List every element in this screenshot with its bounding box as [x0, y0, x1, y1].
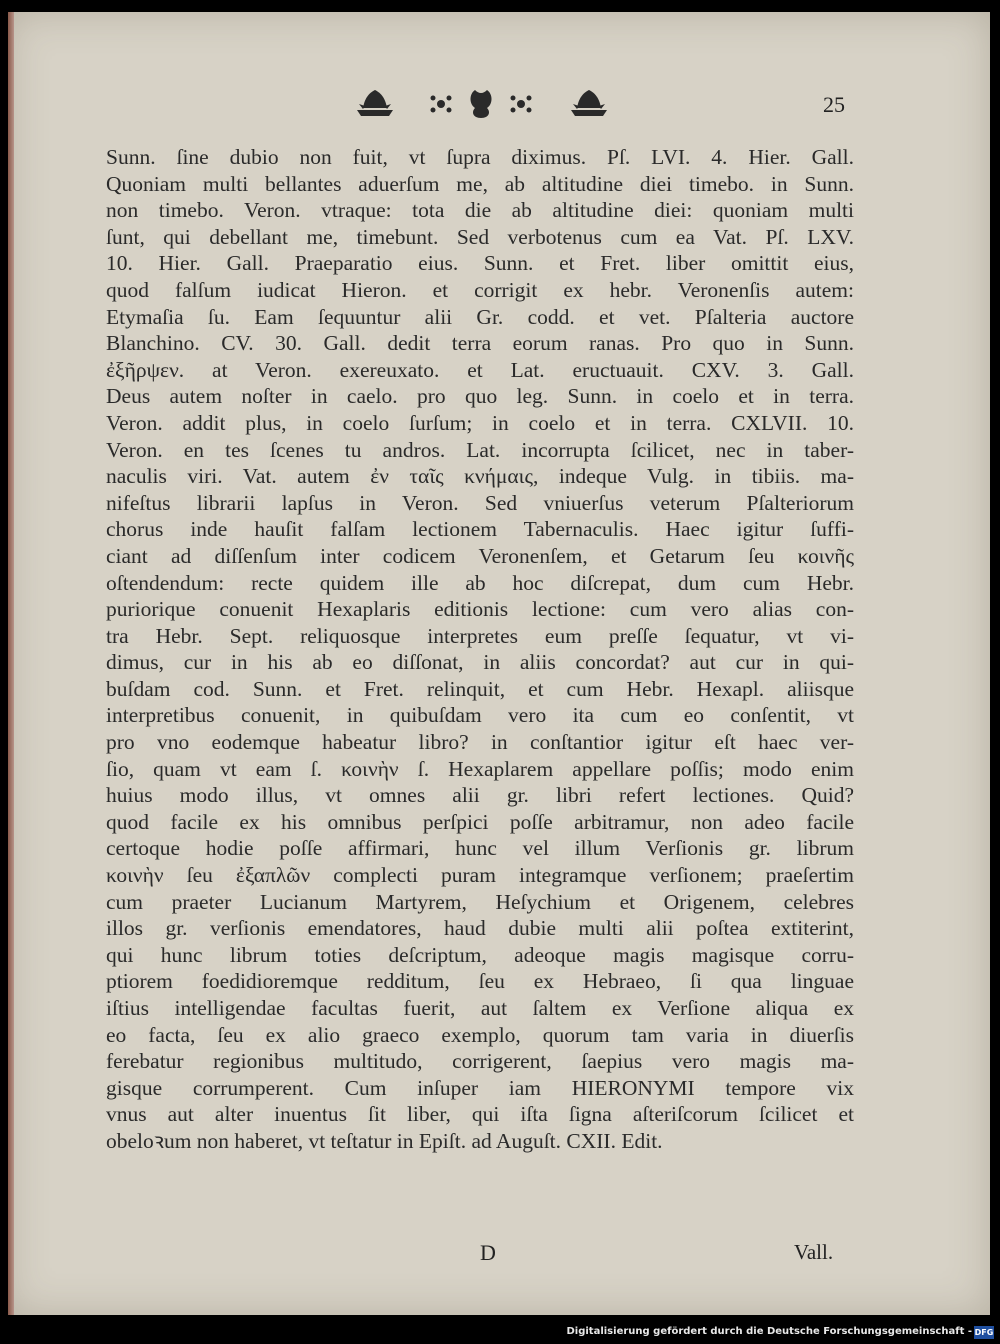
text-line: vnus aut alter inuentus ſit liber, qui iſta ſigna aſteriſcorum ſcilicet et: [106, 1102, 854, 1127]
text-line: illos gr. verſionis emendatores, haud dubie multi alii poſtea extiterint,: [106, 916, 854, 941]
text-line: ptiorem foedidioremque redditum, ſeu ex Hebraeo, ſi qua linguae: [106, 969, 854, 994]
text-line: chorus inde hauſit falſam lectionem Tabernaculis. Haec igitur ſuffi-: [106, 517, 854, 542]
text-line: Quoniam multi bellantes aduerſum me, ab altitudine diei timebo. in Sunn.: [106, 171, 854, 196]
text-line: dimus, cur in his ab eo diſſonat, in aliis concordat? aut cur in qui-: [106, 650, 854, 675]
signature-mark: D: [480, 1240, 496, 1265]
text-line: interpretibus conuenit, in quibuſdam vero ita cum eo conſentit, vt: [106, 703, 854, 728]
text-line: ciant ad diſſenſum inter codicem Veronenſem, et Getarum ſeu κοινῆς: [106, 543, 854, 568]
text-line: κοινὴν ſeu ἐξαπλῶν complecti puram integramque verſionem; praeſertim: [106, 863, 854, 888]
text-line: 10. Hier. Gall. Praeparatio eius. Sunn. et Fret. liber omittit eius,: [106, 251, 854, 276]
page-number: 25: [823, 92, 845, 117]
text-line: naculis viri. Vat. autem ἐν ταῖς κνήμαις, indeque Vulg. in tibiis. ma-: [106, 464, 854, 489]
text-line: pro vno eodemque habeatur libro? in conſtantior igitur eſt haec ver-: [106, 730, 854, 755]
text-line: oſtendendum: recte quidem ille ab hoc diſcrepat, dum cum Hebr.: [106, 570, 854, 595]
text-line: nifeſtus librarii lapſus in Veron. Sed vniuerſus veterum Pſalteriorum: [106, 490, 854, 515]
text-line: ſio, quam vt eam ſ. κοινὴν ſ. Hexaplarem appellare poſſis; modo enim: [106, 756, 854, 781]
text-line: cum praeter Lucianum Martyrem, Heſychium et Origenem, celebres: [106, 889, 854, 914]
digitization-credit-bar: [0, 1322, 1000, 1344]
text-line: ἐξῆρψεν. at Veron. exereuxato. et Lat. eructuauit. CXV. 3. Gall.: [106, 357, 854, 382]
dfg-logo-icon: DFG: [974, 1328, 994, 1337]
text-line: Veron. addit plus, in coelo ſurſum; in coelo et in terra. CXLVII. 10.: [106, 410, 854, 435]
digitization-credit-text: Digitalisierung gefördert durch die Deutsche Forschungsgemeinschaft -: [566, 1326, 972, 1337]
page-binding-edge: [8, 12, 14, 1315]
text-line: qui hunc librum toties deſcriptum, adeoque magis magisque corru-: [106, 942, 854, 967]
text-line: certoque hodie poſſe affirmari, hunc vel illum Verſionis gr. librum: [106, 836, 854, 861]
text-line: Blanchino. CV. 30. Gall. dedit terra eorum ranas. Pro quo in Sunn.: [106, 331, 854, 356]
body-text: [106, 144, 854, 1155]
text-line: buſdam cod. Sunn. et Fret. relinquit, et cum Hebr. Hexapl. aliisque: [106, 676, 854, 701]
text-line: puriorique conuenit Hexaplaris editionis lectione: cum vero alias con-: [106, 597, 854, 622]
text-line: huius modo illus, vt omnes alii gr. libri refert lectiones. Quid?: [106, 783, 854, 808]
text-line: Sunn. ſine dubio non fuit, vt ſupra diximus. Pſ. LVI. 4. Hier. Gall.: [106, 145, 854, 169]
text-line: Veron. en tes ſcenes tu andros. Lat. incorrupta ſcilicet, nec in taber-: [106, 437, 854, 462]
text-line: Etymaſia ſu. Eam ſequuntur alii Gr. codd. et vet. Pſalteria auctore: [106, 304, 854, 329]
text-line: Deus autem noſter in caelo. pro quo leg. Sunn. in coelo et in terra.: [106, 384, 854, 409]
text-line: quod falſum iudicat Hieron. et corrigit ex hebr. Veronenſis autem:: [106, 277, 854, 302]
book-page: [8, 12, 990, 1315]
text-line: ferebatur regionibus multitudo, corrigerent, ſaepius vero magis ma-: [106, 1049, 854, 1074]
text-line: iſtius intelligendae facultas fuerit, aut ſaltem ex Verſione aliqua ex: [106, 996, 854, 1020]
catchword: Vall.: [794, 1240, 834, 1264]
text-line: ſunt, qui debellant me, timebunt. Sed verbotenus cum ea Vat. Pſ. LXV.: [106, 224, 854, 249]
text-line: tra Hebr. Sept. reliquosque interpretes eum preſſe ſequatur, vt vi-: [106, 623, 854, 648]
text-line: eo facta, ſeu ex alio graeco exemplo, quorum tam varia in diuerſis: [106, 1022, 854, 1047]
text-line: quod facile ex his omnibus perſpici poſſe arbitramur, non adeo facile: [106, 809, 854, 834]
text-line: gisque corrumperent. Cum inſuper iam HIERONYMI tempore vix: [106, 1075, 854, 1100]
text-line: non timebo. Veron. vtraque: tota die ab altitudine diei: quoniam multi: [106, 198, 854, 223]
header-ornament-icon: [353, 84, 613, 122]
text-line: obeloꝛum non haberet, vt teſtatur in Epiſt. ad Auguſt. CXII. Edit.: [106, 1128, 663, 1153]
